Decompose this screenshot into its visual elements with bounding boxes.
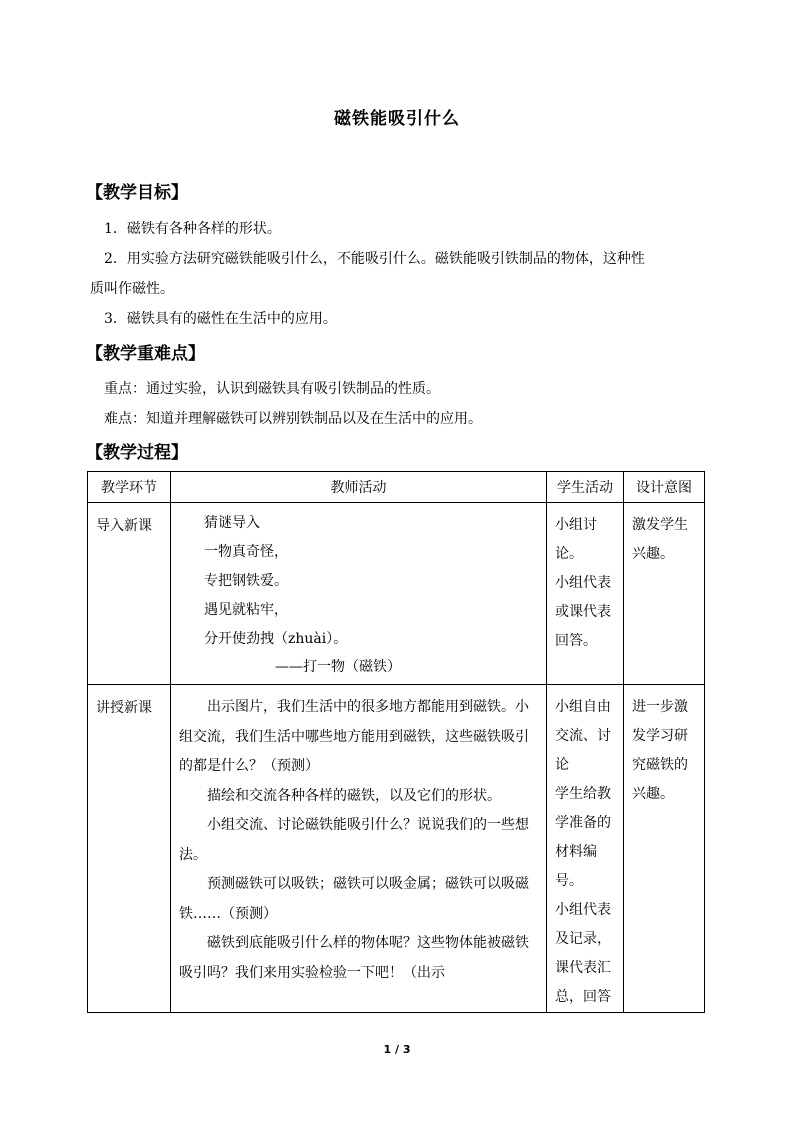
key-point-difficulty: 难点：知道并理解磁铁可以辨别铁制品以及在生活中的应用。 [104,411,482,427]
riddle-line: 一物真奇怪， [204,544,288,560]
riddle-answer: ——打一物（磁铁） [275,659,401,675]
riddle-line: 分开使劲拽（zhuài）。 [204,631,348,647]
teacher-activity-cell [171,685,547,1013]
key-points-heading: 【教学重难点】 [86,344,205,364]
objective-item: 2．用实验方法研究磁铁能吸引什么，不能吸引什么。磁铁能吸引铁制品的物体，这种性 [104,251,645,267]
text-line: 小组代表 [555,902,611,918]
text-line: 学准备的 [555,815,611,831]
text-line: 进一步激 [632,699,688,715]
stage-cell: 讲授新课 [88,685,171,1013]
text-line: 兴趣。 [632,786,674,802]
text-line: 论 [555,757,569,773]
text-line: 总，回答 [555,989,611,1005]
text-line: 课代表汇 [555,960,611,976]
teacher-paragraph: 描绘和交流各种各样的磁铁，以及它们的形状。 [207,787,501,804]
objectives-heading: 【教学目标】 [86,183,188,203]
teacher-activity-cell [171,503,547,685]
text-line: 学生给教 [555,786,611,802]
objective-item: 1．磁铁有各种各样的形状。 [104,221,281,237]
riddle-line: 猜谜导入 [204,515,260,531]
text-line: 及记录， [555,931,611,947]
column-header: 学生活动 [547,472,624,503]
teacher-paragraph: 小组交流、讨论磁铁能吸引什么？说说我们的一些想法。 [179,817,529,863]
page-number: 1 / 3 [383,1043,411,1056]
text-line: 究磁铁的 [632,757,688,773]
key-points [104,374,722,434]
text-line: 发学习研 [632,728,688,744]
teacher-paragraph: 磁铁到底能吸引什么样的物体呢？这些物体能被磁铁吸引吗？我们来用实验检验一下吧！（出示 [179,935,529,981]
text-line: 小组自由 [555,699,611,715]
text-line: 回答。 [555,633,597,649]
text-line: 小组代表 [555,575,611,591]
student-activity-cell [547,685,624,1013]
document-title: 磁铁能吸引什么 [334,109,460,129]
stage-cell: 导入新课 [88,503,171,685]
student-activity-cell [547,503,624,685]
riddle-line: 遇见就粘牢， [204,602,288,618]
teacher-paragraph: 预测磁铁可以吸铁；磁铁可以吸金属；磁铁可以吸磁铁……（预测） [179,876,529,922]
column-header: 教师活动 [171,472,547,503]
text-line: 论。 [555,546,583,562]
objectives-list [90,214,722,334]
column-header: 设计意图 [624,472,705,503]
table-row [88,685,705,1013]
process-heading: 【教学过程】 [86,443,188,463]
column-header: 教学环节 [88,472,171,503]
text-line: 小组讨 [555,517,597,533]
text-line: 或课代表 [555,604,611,620]
table-row [88,503,705,685]
design-intent-cell [624,503,705,685]
table-header-row [88,472,705,503]
design-intent-cell [624,685,705,1013]
text-line: 材料编 [555,844,597,860]
text-line: 号。 [555,873,583,889]
riddle-line: 专把钢铁爱。 [204,573,288,589]
text-line: 激发学生 [632,517,688,533]
objective-item: 质叫作磁性。 [90,281,174,297]
teacher-paragraph: 出示图片，我们生活中的很多地方都能用到磁铁。小组交流，我们生活中哪些地方能用到磁铁，这些磁铁吸引的都是什么？（预测） [179,699,529,774]
text-line: 交流、讨 [555,728,611,744]
key-point-focus: 重点：通过实验，认识到磁铁具有吸引铁制品的性质。 [104,381,440,397]
objective-item: 3．磁铁具有的磁性在生活中的应用。 [104,311,337,327]
process-table [87,471,705,1013]
text-line: 兴趣。 [632,546,674,562]
